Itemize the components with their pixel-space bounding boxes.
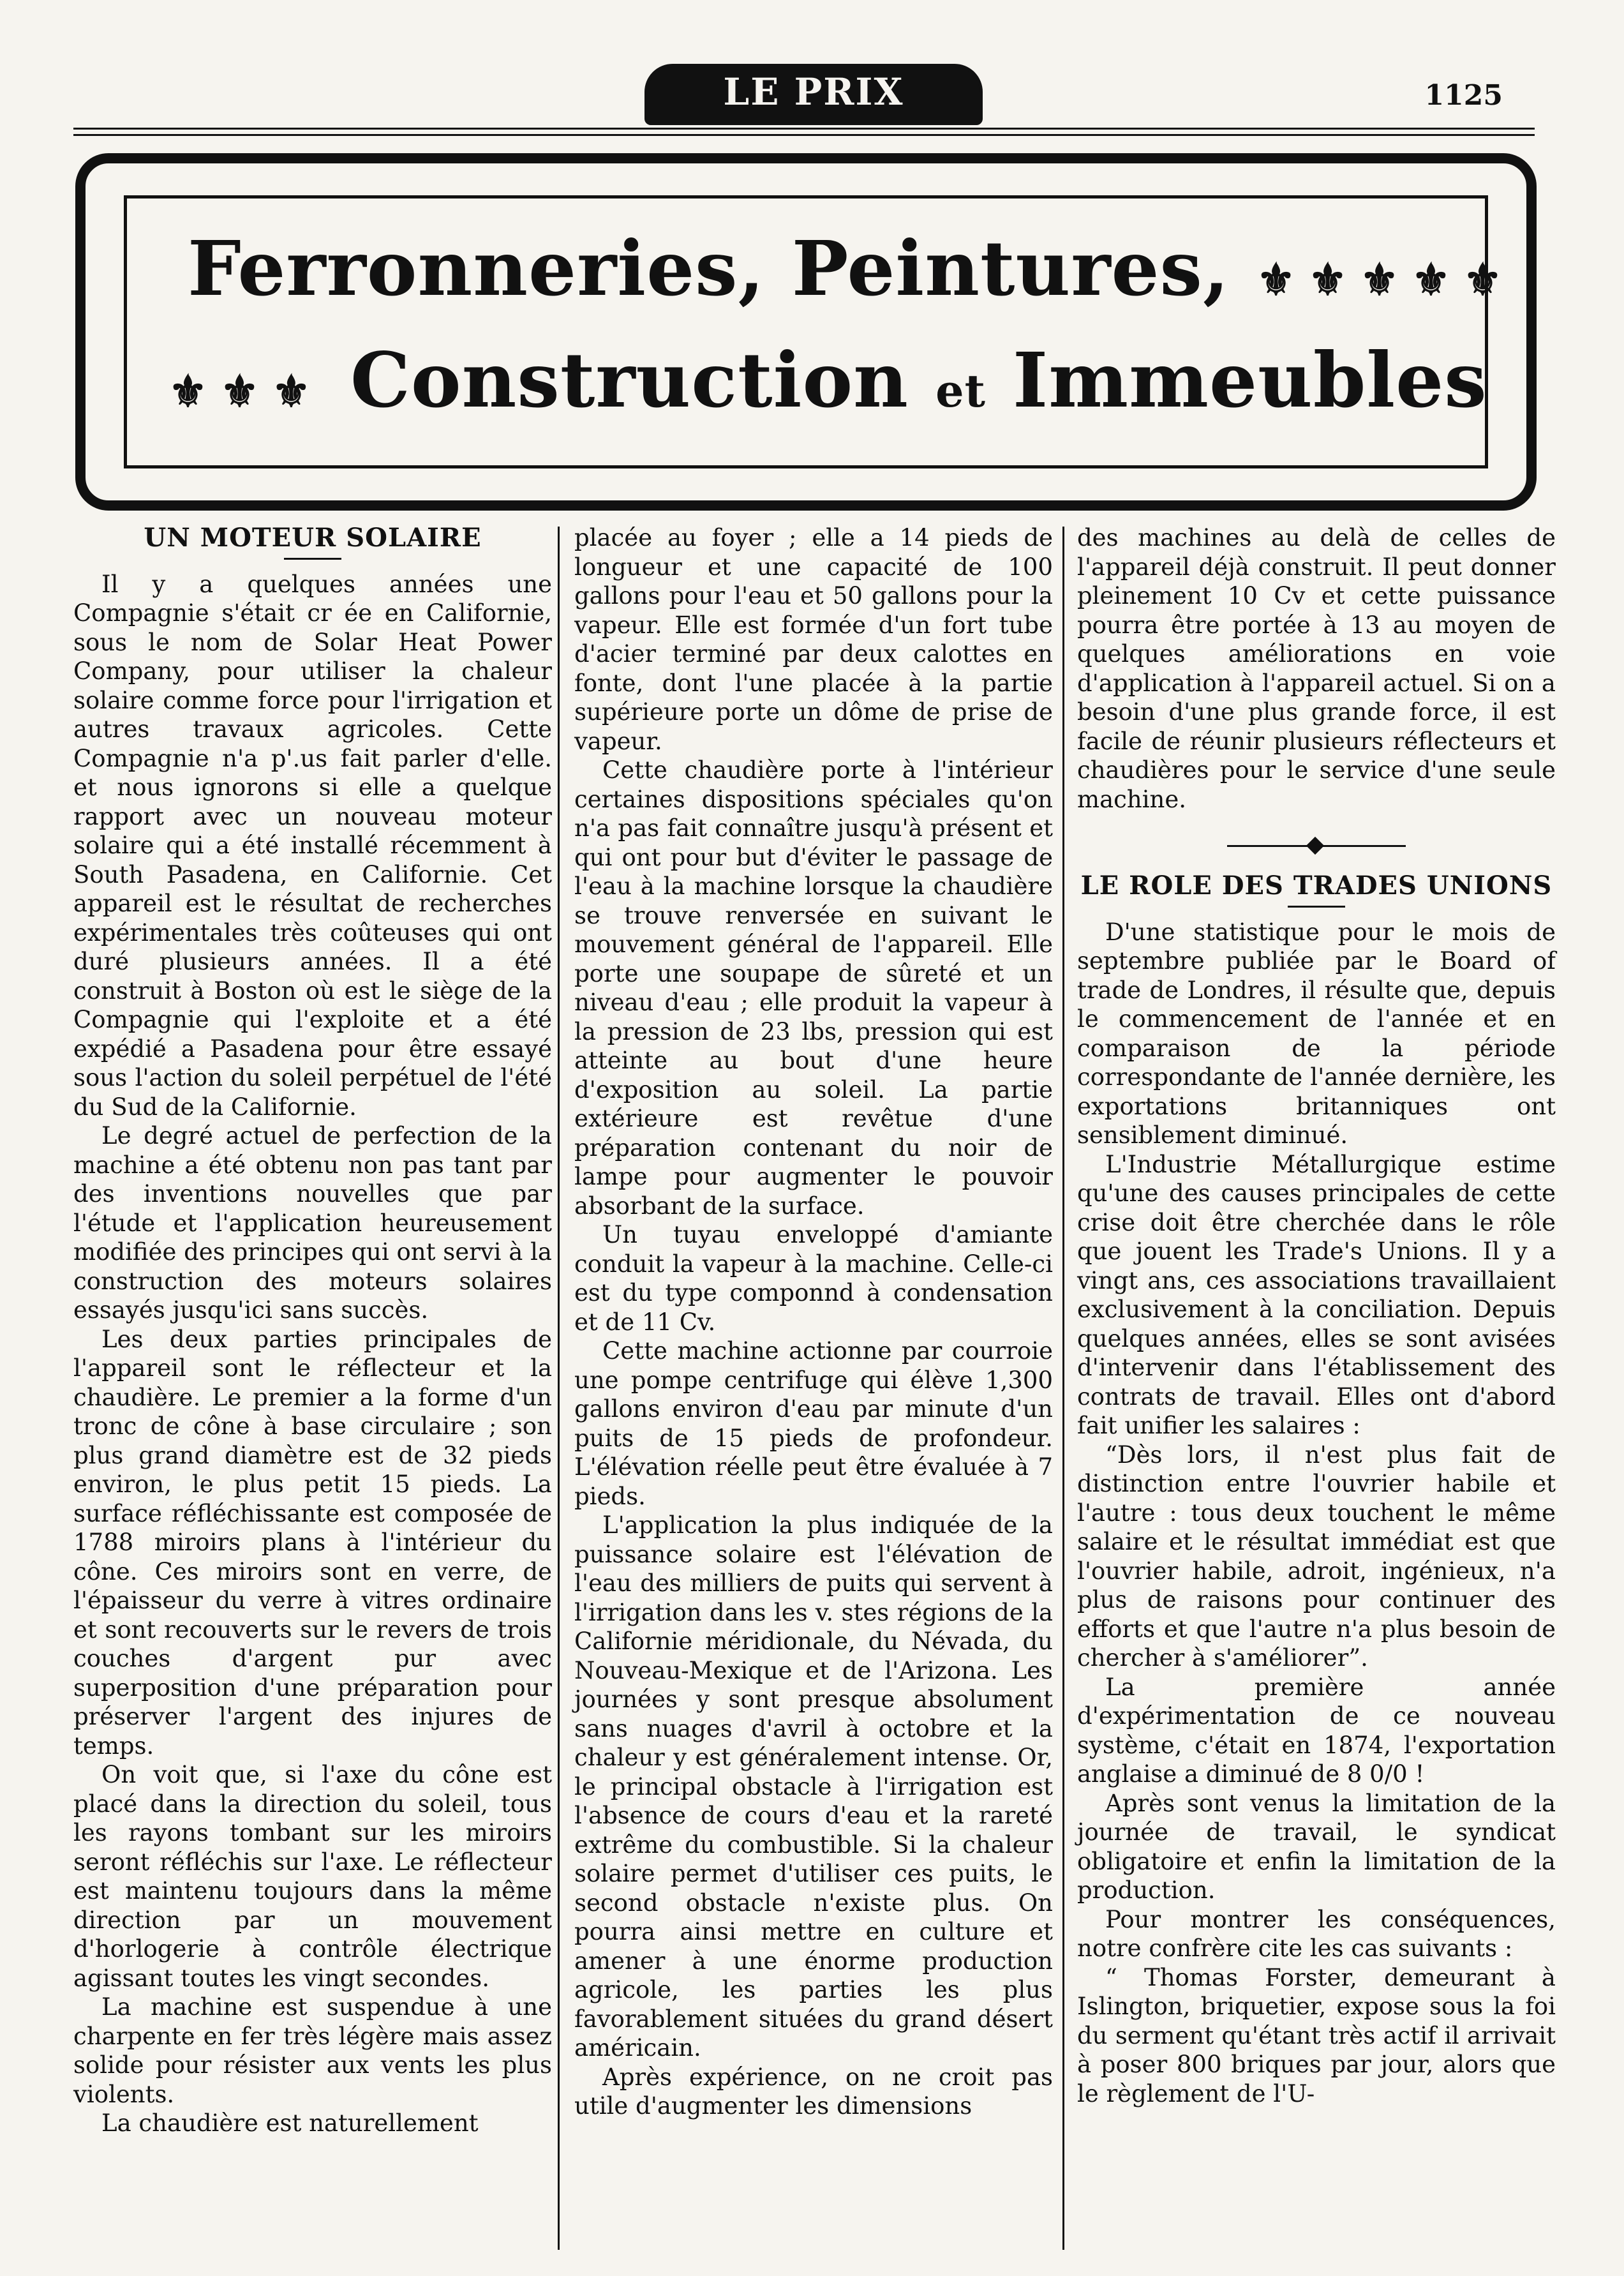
column-1 bbox=[73, 523, 552, 2138]
paragraph: Cette machine actionne par courroie une pompe centrifuge qui élève 1,300 gallons environ d'eau par minute d'un puits de 15 pieds de profondeur. L'élévation réelle peut être évaluée à 7 pieds. bbox=[574, 1337, 1053, 1510]
paragraph: La machine est suspendue à une charpente en fer très légère mais assez solide pour résister aux vents les plus violents. bbox=[73, 1993, 552, 2108]
paragraph: des machines au delà de celles de l'appareil déjà construit. Il peut donner pleinement 10 Cv et cette puissance pourra être portée à 13 au moyen de quelques améliorations en voie d'application à l'appareil actuel. Si on a besoin d'une plus grande force, il est facile de réunir plusieurs réflecteurs et chaudières pour le service d'une seule machine. bbox=[1077, 524, 1556, 813]
paragraph: Un tuyau enveloppé d'amiante conduit la vapeur à la machine. Celle-ci est du type componnd à condensation et de 11 Cv. bbox=[574, 1221, 1053, 1336]
section-title-et: et bbox=[935, 364, 986, 417]
masthead bbox=[0, 38, 1624, 163]
section-title-text-1: Ferronneries, Peintures, bbox=[188, 224, 1230, 313]
paragraph: La chaudière est naturellement bbox=[101, 2109, 479, 2137]
section-title-frame bbox=[75, 153, 1537, 511]
section-title-line-2 bbox=[168, 336, 1487, 424]
paragraph: Le degré actuel de perfection de la machine a été obtenu non pas tant par des inventions nouvelles que par l'étude et l'application heureusement modifiée des principes qui ont servi à la construction des moteurs solaires essayés jusqu'ici sans succès. bbox=[73, 1122, 552, 1324]
page-number: 1125 bbox=[1424, 79, 1503, 112]
heading-rule bbox=[1288, 906, 1345, 908]
article-heading: UN MOTEUR SOLAIRE bbox=[144, 523, 482, 553]
section-title-immeubles: Immeubles bbox=[1013, 336, 1487, 424]
heading-rule bbox=[284, 558, 341, 560]
column-divider bbox=[1062, 527, 1064, 2250]
paragraph: D'une statistique pour le mois de septembre publiée par le Board of trade de Londres, il résulte que, depuis le commencement de l'année et en comparaison de la période correspondante de l'année dernière, les exportations britanniques ont sensiblement diminué. bbox=[1077, 918, 1556, 1149]
paragraph: placée au foyer ; elle a 14 pieds de longueur et une capacité de 100 gallons pour l'eau et 50 gallons pour la vapeur. Elle est formée d'un fort tube d'acier terminé par deux calottes en fonte, dont l'une placée à la partie supérieure porte un dôme de prise de vapeur. bbox=[574, 524, 1053, 755]
header-rule-double bbox=[73, 134, 1535, 136]
paragraph: On voit que, si l'axe du cône est placé dans la direction du soleil, tous les rayons tombant sur les miroirs seront réfléchis sur l'axe. Le réflecteur est maintenu toujours dans la même direction par un mouvement d'horlogerie à contrôle électrique agissant toutes les vingt secondes. bbox=[73, 1761, 552, 1992]
column-3 bbox=[1077, 523, 1556, 2108]
paragraph: Les deux parties principales de l'appareil sont le réflecteur et la chaudière. Le premier a la forme d'un tronc de cône à base circulaire ; son plus grand diamètre est de 32 pieds environ, le plus petit 15 pieds. La surface réfléchissante est composée de 1788 miroirs plans à l'intérieur du cône. Ces miroirs sont en verre, de l'épaisseur du verre à vitres ordinaire et sont recouverts sur le revers de trois couches d'argent pur avec superposition d'une préparation pour préserver l'argent des injures de temps. bbox=[73, 1325, 552, 1760]
section-divider-ornament bbox=[1227, 839, 1406, 852]
section-title-line-1 bbox=[188, 224, 1515, 313]
paragraph: L'application la plus indiquée de la puissance solaire est l'élévation de l'eau des milliers de puits qui servent à l'irrigation dans les v. stes régions de la Californie méridionale, du Névada, du Nouveau-Mexique et de l'Arizona. Les journées y sont presque absolument sans nuages d'avril à octobre et la chaleur y est généralement intense. Or, le principal obstacle à l'irrigation est l'absence de cours d'eau et la rareté extrême du combustible. Si la chaleur solaire permet d'utiliser ces puits, le second obstacle n'existe plus. On pourra ainsi mettre en culture et amener à une énorme production agricole, les parties les plus favorablement situées du grand désert américain. bbox=[574, 1511, 1053, 2062]
paragraph: L'Industrie Métallurgique estime qu'une des causes principales de cette crise doit être cherchée dans le rôle que jouent les Trade's Unions. Il y a vingt ans, ces associations travaillaient exclusivement à la conciliation. Depuis quelques années, elles se sont avisées d'intervenir dans l'établissement des contrats de travail. Elles ont d'abord fait unifier les salaires : bbox=[1077, 1150, 1556, 1439]
paragraph: Il y a quelques années une Compagnie s'était cr ée en Californie, sous le nom de Solar Heat Power Company, pour utiliser la chaleur solaire comme force pour l'irrigation et autres travaux agricoles. Cette Compagnie n'a p'.us fait parler d'elle. et nous ignorons si elle a quelque rapport avec un nouveau moteur solaire qui a été installé récemment à South Pasadena, en Californie. Cet appareil est le résultat de recherches expérimentales très coûteuses qui ont duré plusieurs années. Il a été construit à Boston où est le siège de la Compagnie qui l'exploite et a été expédié a Pasadena pour être essayé sous l'action du soleil perpétuel de l'été du Sud de la Californie. bbox=[73, 570, 552, 1121]
column-divider bbox=[558, 527, 560, 2250]
fleur-de-lis-icon: ⚜⚜⚜ bbox=[168, 366, 324, 417]
diamond-icon bbox=[1306, 837, 1324, 855]
paragraph: Après expérience, on ne croit pas utile d'augmenter les dimensions bbox=[574, 2063, 1053, 2120]
article-heading: LE ROLE DES TRADES UNIONS bbox=[1080, 871, 1553, 901]
paragraph: La première année d'expérimentation de ce nouveau système, c'était en 1874, l'exportation anglaise a diminué de 8 0/0 ! bbox=[1077, 1673, 1556, 1788]
section-title-construction: Construction bbox=[350, 336, 909, 424]
paragraph: Pour montrer les conséquences, notre confrère cite les cas suivants : bbox=[1077, 1905, 1556, 1962]
paragraph: “Dès lors, il n'est plus fait de distinction entre l'ouvrier habile et l'autre : tous deux touchent le même salaire et le résultat immédiat est que l'ouvrier habile, adroit, ingénieux, n'a plus de raisons pour continuer des efforts et que l'autre n'a plus besoin de chercher à s'améliorer”. bbox=[1077, 1441, 1556, 1672]
paragraph: Cette chaudière porte à l'intérieur certaines dispositions spéciales qu'on n'a pas fait connaître jusqu'à présent et qui ont pour but d'éviter le passage de l'eau à la machine lorsque la chaudière se trouve renversée en suivant le mouvement général de l'appareil. Elle porte une soupape de sûreté et un niveau d'eau ; elle produit la vapeur à la pression de 23 lbs, pression qui est atteinte au bout d'une heure d'exposition au soleil. La partie extérieure est revêtue d'une préparation contenant du noir de lampe pour augmenter le pouvoir absorbant de la surface. bbox=[574, 756, 1053, 1220]
column-2 bbox=[574, 523, 1053, 2121]
paragraph: Après sont venus la limitation de la journée de travail, le syndicat obligatoire et enfin la limitation de la production. bbox=[1077, 1789, 1556, 1904]
header-rule bbox=[73, 128, 1535, 130]
fleur-de-lis-icon: ⚜⚜⚜⚜⚜ bbox=[1256, 255, 1515, 306]
publication-logo: LE PRIX COURANT bbox=[644, 64, 983, 125]
paragraph: “ Thomas Forster, demeurant à Islington, briquetier, expose sous la foi du serment qu'étant très actif il arrivait à poser 800 briques par jour, alors que le règlement de l'U- bbox=[1077, 1963, 1556, 2108]
